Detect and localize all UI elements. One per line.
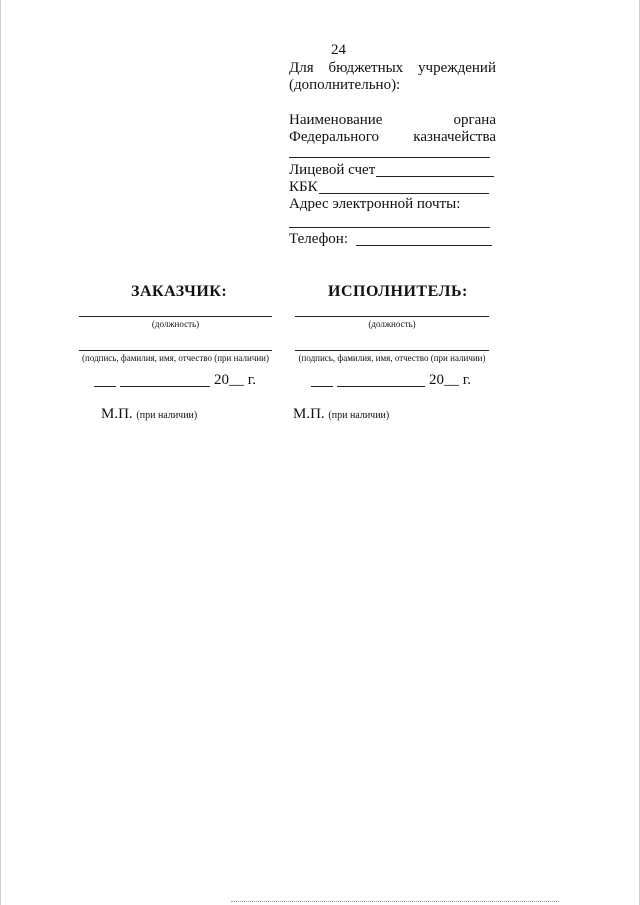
customer-stamp (101, 406, 197, 423)
phone-field (356, 245, 492, 246)
contractor-stamp-label: М.П. (293, 406, 325, 422)
customer-date-year: 20__ г. (214, 372, 256, 388)
account-label: Лицевой счет (289, 162, 376, 178)
customer-stamp-label: М.П. (101, 406, 133, 422)
page-number: 24 (331, 42, 346, 58)
budget-heading-line2: (дополнительно): (289, 77, 401, 93)
customer-signature-field (79, 350, 272, 351)
kbk-label: КБК (289, 179, 318, 195)
contractor-date-month-field (337, 386, 425, 387)
contractor-signature-field (295, 350, 489, 351)
kbk-field (319, 193, 489, 194)
customer-position-caption: (должность) (151, 319, 200, 329)
contractor-position-caption: (должность) (368, 319, 416, 329)
page-bottom-edge (231, 901, 559, 902)
contractor-signature-caption: (подпись, фамилия, имя, отчество (при наличии) (298, 353, 486, 363)
customer-date-month-field (120, 386, 210, 387)
customer-heading: ЗАКАЗЧИК: (131, 283, 228, 300)
contractor-heading: ИСПОЛНИТЕЛЬ: (328, 283, 468, 300)
email-field (289, 227, 490, 228)
phone-label: Телефон: (289, 231, 348, 247)
customer-date-day-field (94, 386, 116, 387)
treasury-name-field (289, 157, 490, 158)
treasury-name-line1: Наименование органа (289, 112, 496, 128)
account-field (376, 176, 494, 177)
budget-heading-line1: Для бюджетных учреждений (289, 60, 496, 76)
customer-stamp-note: (при наличии) (136, 410, 198, 421)
customer-position-field (79, 316, 272, 317)
treasury-name-line2: Федерального казначейства (289, 129, 496, 145)
customer-signature-caption: (подпись, фамилия, имя, отчество (при наличии) (82, 353, 269, 363)
contractor-date-day-field (311, 386, 333, 387)
contractor-position-field (295, 316, 489, 317)
contractor-stamp (293, 406, 389, 423)
contractor-stamp-note: (при наличии) (328, 410, 390, 421)
contractor-date-year: 20__ г. (429, 372, 471, 388)
email-label: Адрес электронной почты: (289, 196, 461, 212)
